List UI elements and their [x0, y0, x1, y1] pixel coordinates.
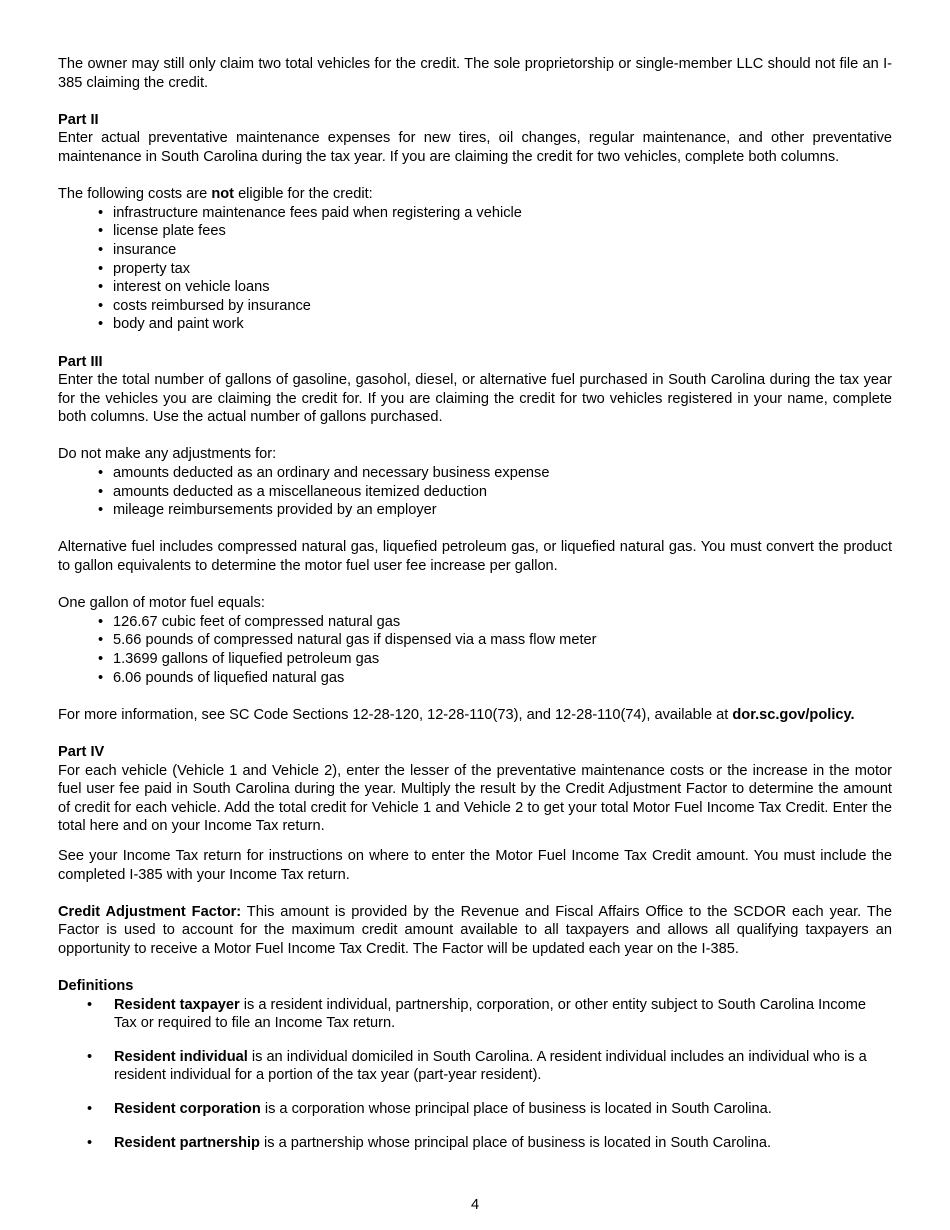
policy-link[interactable]: dor.sc.gov/policy. — [732, 706, 855, 723]
list-item: • 6.06 pounds of liquefied natural gas — [113, 669, 892, 688]
adjustments-intro: Do not make any adjustments for: — [58, 446, 277, 463]
definition-item — [114, 1048, 892, 1085]
list-item: • amounts deducted as an ordinary and necessary business expense — [113, 464, 892, 483]
definition-term: Resident corporation — [114, 1101, 261, 1118]
list-item: • 1.3699 gallons of liquefied petroleum gas — [113, 650, 892, 669]
part3-paragraph: Enter the total number of gallons of gasoline, gasohol, diesel, or alternative fuel purchased in South Carolina during the tax year for the vehicles you are claiming the credit for. If you are claiming the credit for two vehicles registered in your name, complete both columns. Use the actual number of gallons purchased. — [58, 372, 892, 426]
list-item: • mileage reimbursements provided by an employer — [113, 501, 892, 520]
adjustments-list — [58, 464, 892, 520]
list-item: • license plate fees — [113, 222, 892, 241]
see-return-paragraph: See your Income Tax return for instructions on where to enter the Motor Fuel Income Tax Credit amount. You must include the completed I-385 with your Income Tax return. — [58, 847, 892, 883]
part2-heading: Part II — [58, 111, 99, 128]
definition-item — [114, 1134, 892, 1153]
definitions-heading: Definitions — [58, 978, 134, 995]
credit-factor-paragraph — [58, 903, 892, 959]
not-eligible-intro — [58, 185, 892, 204]
part4-paragraph: For each vehicle (Vehicle 1 and Vehicle 2), enter the lesser of the preventative maintenance costs or the increase in the motor fuel user fee paid in South Carolina during the year. Multiply the result by the Credit Adjustment Factor to determine the amount of credit for each vehicle. Add the total credit for Vehicle 1 and Vehicle 2 to get your total Motor Fuel Income Tax Credit. Enter the total here and on your Income Tax return. — [58, 762, 892, 835]
definition-text: is a resident individual, partnership, corporation, or other entity subject to South Carolina Income Tax or required to file an Income Tax return. — [114, 996, 866, 1032]
list-item: • property tax — [113, 260, 892, 279]
not-eligible-post: eligible for the credit: — [234, 186, 373, 203]
not-eligible-pre: The following costs are — [58, 186, 212, 203]
definitions-list — [58, 996, 892, 1153]
more-info-text: For more information, see SC Code Sections 12-28-120, 12-28-110(73), and 12-28-110(74), available at — [58, 706, 733, 723]
definition-item — [114, 1100, 892, 1119]
list-item: • insurance — [113, 241, 892, 260]
definition-text: is a corporation whose principal place of business is located in South Carolina. — [260, 1101, 772, 1118]
definition-term: Resident taxpayer — [114, 996, 240, 1013]
credit-factor-text: This amount is provided by the Revenue and Fiscal Affairs Office to the SCDOR each year. The Factor is used to account for the maximum credit amount available to all taxpayers and allows all qualifying taxpayers an opportunity to receive a Motor Fuel Income Tax Credit. The Factor will be updated each year on the I-385. — [58, 903, 892, 957]
definition-term: Resident individual — [114, 1048, 248, 1065]
gallon-list — [58, 613, 892, 687]
gallon-intro: One gallon of motor fuel equals: — [58, 595, 265, 612]
list-item: • costs reimbursed by insurance — [113, 297, 892, 316]
definition-item — [114, 996, 892, 1033]
list-item: • interest on vehicle loans — [113, 278, 892, 297]
part3-heading: Part III — [58, 353, 103, 370]
definition-term: Resident partnership — [114, 1134, 260, 1151]
list-item: • amounts deducted as a miscellaneous itemized deduction — [113, 483, 892, 502]
definition-text: is an individual domiciled in South Carolina. A resident individual includes an individual who is a resident individual for a portion of the tax year (part-year resident). — [114, 1048, 867, 1084]
document-page — [58, 55, 892, 1167]
list-item: • infrastructure maintenance fees paid when registering a vehicle — [113, 204, 892, 223]
page-number: 4 — [470, 1197, 480, 1213]
intro-paragraph: The owner may still only claim two total vehicles for the credit. The sole proprietorship or single-member LLC should not file an I-385 claiming the credit. — [58, 56, 892, 91]
not-eligible-bold: not — [211, 186, 235, 203]
credit-factor-label: Credit Adjustment Factor: — [58, 903, 242, 920]
part4-heading: Part IV — [58, 743, 105, 760]
list-item: • body and paint work — [113, 315, 892, 334]
more-info-paragraph — [58, 706, 892, 725]
alt-fuel-paragraph: Alternative fuel includes compressed natural gas, liquefied petroleum gas, or liquefied natural gas. You must convert the product to gallon equivalents to determine the motor fuel user fee increase per gallon. — [58, 539, 892, 575]
part2-paragraph: Enter actual preventative maintenance expenses for new tires, oil changes, regular maintenance, and other preventative maintenance in South Carolina during the tax year. If you are claiming the credit for two vehicles, complete both columns. — [58, 130, 892, 165]
definition-text: is a partnership whose principal place of business is located in South Carolina. — [259, 1134, 772, 1151]
list-item: • 126.67 cubic feet of compressed natural gas — [113, 613, 892, 632]
not-eligible-list — [58, 204, 892, 334]
list-item: • 5.66 pounds of compressed natural gas if dispensed via a mass flow meter — [113, 631, 892, 650]
